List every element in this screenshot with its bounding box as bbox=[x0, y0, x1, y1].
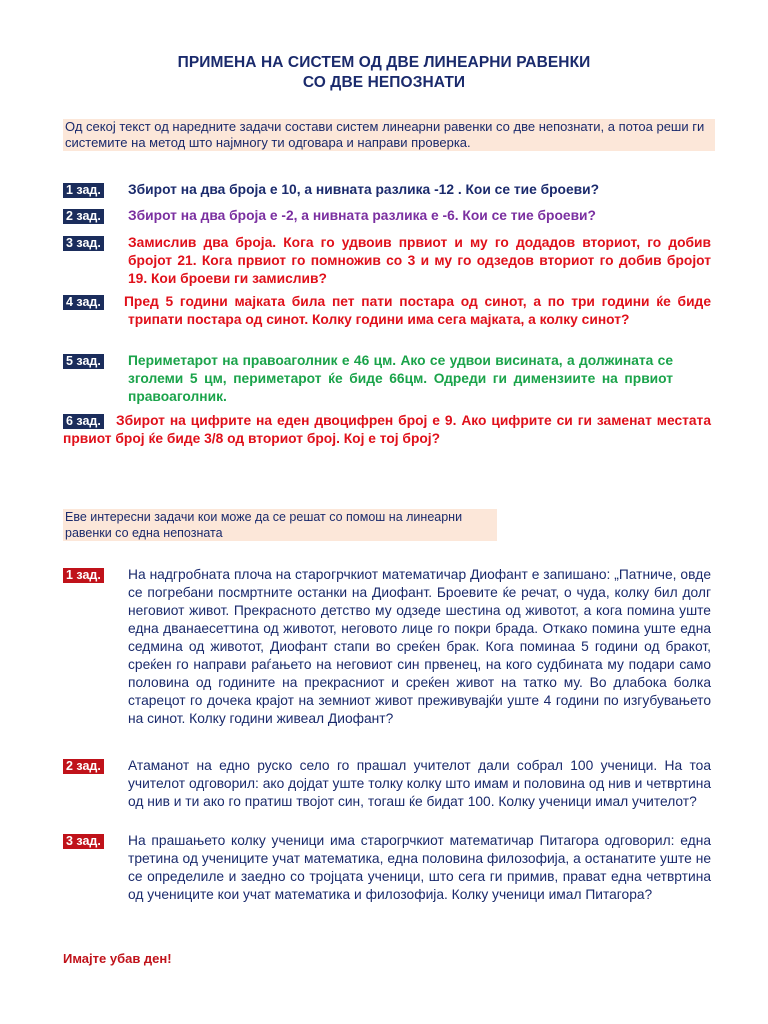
problem-1-badge: 1 зад. bbox=[63, 568, 104, 583]
page-title-line-1: ПРИМЕНА НА СИСТЕМ ОД ДВЕ ЛИНЕАРНИ РАВЕНКИ bbox=[177, 54, 591, 71]
task-6-text: Збирот на цифрите на еден двоцифрен број е 9. Ако цифрите си ги заменат местата првиот број ќе биде 3/8 од вториот број. Кој е тој број? bbox=[63, 413, 711, 446]
task-3-badge: 3 зад. bbox=[63, 236, 104, 251]
task-1-badge: 1 зад. bbox=[63, 183, 104, 198]
task-4-text: Пред 5 години мајката била пет пати постара од синот, а по три години ќе биде трипати постара од синот. Колку години има сега мајката, а колку синот? bbox=[124, 294, 711, 327]
task-2-badge: 2 зад. bbox=[63, 209, 104, 224]
task-1-text: Збирот на два броја е 10, а нивната разлика -12 . Кои се тие броеви? bbox=[128, 182, 600, 197]
task-4-badge: 4 зад. bbox=[63, 295, 104, 310]
problem-2-badge: 2 зад. bbox=[63, 759, 104, 774]
problem-1-text: На надгробната плоча на старогрчкиот математичар Диофант е запишано: „Патниче, овде се погребани посмртните останки на Диофант. Броевите ќе речат, о чуда, колку бил долг неговиот живот. Прекрасното детство му одзеде шестина од животот, а кога помина уште една дванаесеттина од животот, неговото лице го покри брада. Откако помина уште една седмина од животот, Диофант стапи во среќен брак. Кога поминаа 5 години од бракот, среќен го направи раѓањето на неговиот син првенец, на кого судбината му подари само половина од годините на прекрасниот и среќен живот на татко му. Во длабока болка старецот го дочека крајот на земниот живот преживувајќи уште 4 години по изгубувањето на синот. Колку години живеал Диофант? bbox=[128, 567, 711, 726]
problem-2-text: Атаманот на едно руско село го прашал учителот дали собрал 100 ученици. На тоа учителот одговорил: ако дојдат уште толку колку што имам и половина од нив и четвртина од нив и ти ако го пратиш твојот син, тогаш ќе бидат 100. Колку ученици имал учителот? bbox=[128, 758, 711, 809]
instructions-paragraph: Од секој текст од наредните задачи состави систем линеарни равенки со две непознати, а потоа реши ги системите на метод што најмногу ти одговара и направи проверка. bbox=[63, 119, 715, 151]
task-2-text: Збирот на два броја е -2, а нивната разлика е -6. Кои се тие броеви? bbox=[128, 208, 596, 223]
task-5-badge: 5 зад. bbox=[63, 354, 104, 369]
task-3-text: Замислив два броја. Кога го удвоив првиот и му го додадов вториот, го добив бројот 21. Кога првиот го помножив со 3 и му го одзедов вториот го добив бројот 19. Кои броеви ги замислив? bbox=[128, 235, 711, 286]
task-6-badge: 6 зад. bbox=[63, 414, 104, 429]
section-intro: Еве интересни задачи кои може да се решат со помош на линеарни равенки со една непозната bbox=[63, 509, 497, 541]
closing-message: Имајте убав ден! bbox=[63, 951, 172, 966]
problem-3-text: На прашањето колку ученици има старогрчкиот математичар Питагора одговорил: една третина од учениците учат математика, една половина филозофија, а останатите уште не се определиле и заедно со тројцата ученици, што сега ги примив, прават една четвртина од учениците кои учат математика и филозофија. Колку ученици имал Питагора? bbox=[128, 833, 711, 902]
page-title-line-2: СО ДВЕ НЕПОЗНАТИ bbox=[302, 74, 466, 91]
task-5-text: Периметарот на правоаголник е 46 цм. Ако се удвои висината, а должината се зголеми 5 цм, периметарот ќе биде 66цм. Одреди ги димензиите на првиот правоаголник. bbox=[128, 353, 673, 404]
problem-3-badge: 3 зад. bbox=[63, 834, 104, 849]
